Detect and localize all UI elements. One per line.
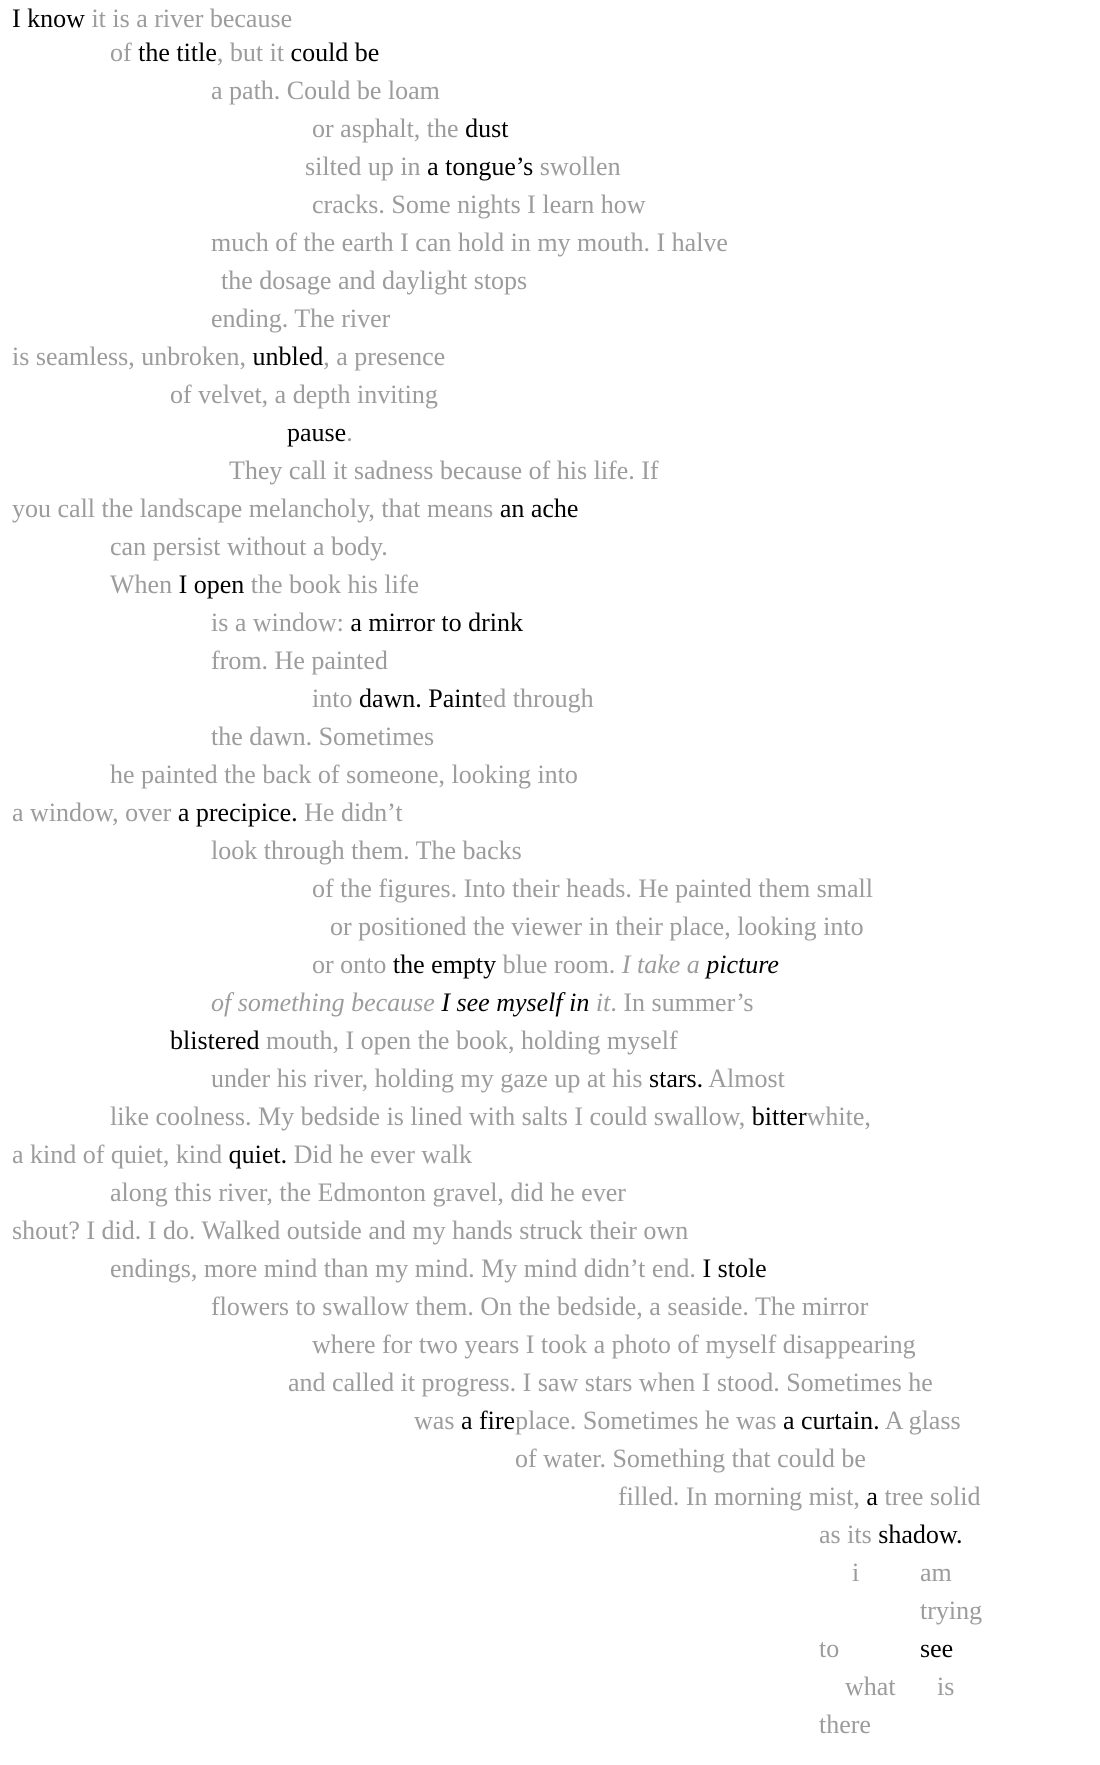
poem-line: [211, 836, 522, 866]
poem-text-segment: he painted the back of someone, looking into: [110, 760, 578, 789]
emphasized-word: an ache: [499, 494, 579, 523]
poem-line: [12, 1140, 472, 1170]
poem-text-segment: shout? I did. I do. Walked outside and my hands struck their own: [12, 1216, 689, 1245]
poem-text-segment: When: [110, 570, 179, 599]
poem-line: [12, 1216, 688, 1246]
poem-text-segment: was: [414, 1406, 461, 1435]
emphasized-word: blistered: [170, 1026, 260, 1055]
poem-line: [288, 1368, 933, 1398]
poem-text-segment: of velvet, a depth inviting: [170, 380, 438, 409]
poem-text-segment: place. Sometimes he was: [515, 1406, 783, 1435]
poem-line: [110, 760, 578, 790]
emphasized-word: bitter: [751, 1102, 807, 1131]
emphasized-word: pause: [287, 418, 347, 447]
emphasized-word: I open: [178, 570, 245, 599]
poem-line: [330, 912, 864, 942]
poem-text-segment: Did he ever walk: [287, 1140, 472, 1169]
poem-text-segment: look through them. The backs: [211, 836, 522, 865]
poem-line: [312, 1330, 916, 1360]
emphasized-word: a precipice.: [177, 798, 298, 827]
poem-line: [920, 1634, 953, 1664]
poem-text-segment: am: [920, 1558, 952, 1587]
poem-line: [312, 190, 646, 220]
poem-text-segment: to: [819, 1634, 840, 1663]
poem-line: [110, 1254, 767, 1284]
emphasized-word: the empty: [392, 950, 497, 979]
poem-text-segment: where for two years I took a photo of myself disappearing: [312, 1330, 916, 1359]
poem-line: [12, 342, 445, 372]
emphasized-word: a fire: [460, 1406, 516, 1435]
poem-line: [852, 1558, 859, 1588]
poem-line: [414, 1406, 961, 1436]
poem-text-segment: you call the landscape melancholy, that means: [12, 494, 500, 523]
poem-text-segment: endings, more mind than my mind. My mind didn’t end.: [110, 1254, 703, 1283]
poem-text-segment: a kind of quiet, kind: [12, 1140, 229, 1169]
poem-line: [515, 1444, 866, 1474]
poem-text-segment: the book his life: [244, 570, 420, 599]
poem-line: [110, 532, 388, 562]
poem-text-segment: a window, over: [12, 798, 178, 827]
poem-line: [211, 988, 754, 1018]
poem-text-segment: swollen: [533, 152, 621, 181]
poem-line: [110, 1102, 871, 1132]
poem-text-segment: Almost: [703, 1064, 785, 1093]
poem-text-segment: cracks. Some nights I learn how: [312, 190, 646, 219]
poem-line: [110, 570, 419, 600]
poem-text-segment: ending. The river: [211, 304, 391, 333]
poem-text-segment: I take a: [621, 950, 707, 979]
poem-text-segment: trying: [920, 1596, 983, 1625]
poem-line: [12, 494, 578, 524]
poem-text-segment: the dawn. Sometimes: [211, 722, 435, 751]
poem-line: [312, 950, 779, 980]
poem-line: [937, 1672, 954, 1702]
poem-text-segment: a path. Could be loam: [211, 76, 440, 105]
poem-text-segment: filled. In morning mist,: [618, 1482, 867, 1511]
emphasized-word: a tongue’s: [427, 152, 534, 181]
poem-line: [819, 1710, 871, 1740]
poem-line: [211, 1064, 785, 1094]
poem-text-segment: .: [346, 418, 353, 447]
poem-text-segment: A glass: [879, 1406, 961, 1435]
poem-line: [845, 1672, 896, 1702]
emphasized-word: a: [866, 1482, 878, 1511]
poem-line: [312, 114, 508, 144]
poem-text-segment: , but it: [216, 38, 291, 67]
poem-text-segment: of: [110, 38, 139, 67]
poem-line: [819, 1520, 962, 1550]
poem-text-segment: much of the earth I can hold in my mouth. I halve: [211, 228, 728, 257]
poem-line: [305, 152, 621, 182]
emphasized-word: dust: [465, 114, 509, 143]
poem-text-segment: or onto: [312, 950, 393, 979]
poem-text-segment: , a presence: [323, 342, 446, 371]
poem-text-segment: from. He painted: [211, 646, 388, 675]
emphasized-word: picture: [706, 950, 779, 979]
poem-text-segment: or asphalt, the: [312, 114, 466, 143]
poem-text-segment: can persist without a body.: [110, 532, 388, 561]
poem-text-segment: is: [937, 1672, 955, 1701]
poem-text-segment: blue room.: [496, 950, 622, 979]
poem-text-segment: silted up in: [305, 152, 428, 181]
poem-text-segment: flowers to swallow them. On the bedside, a seaside. The mirror: [211, 1292, 869, 1321]
poem-text-segment: is a window:: [211, 608, 351, 637]
poem-text-segment: ed through: [481, 684, 594, 713]
poem-text-segment: or positioned the viewer in their place, looking into: [330, 912, 864, 941]
poem-line: [229, 456, 659, 486]
poem-line: [211, 228, 728, 258]
poem-text-segment: like coolness. My bedside is lined with salts I could swallow,: [110, 1102, 752, 1131]
poem-line: [211, 646, 388, 676]
poem-text-segment: white,: [806, 1102, 871, 1131]
poem-line: [211, 722, 434, 752]
poem-line: [12, 4, 292, 34]
poem-line: [12, 798, 403, 828]
poem-line: [211, 1292, 868, 1322]
emphasized-word: I know: [12, 4, 85, 33]
poem-line: [920, 1596, 982, 1626]
poem-text-segment: and called it progress. I saw stars when I stood. Sometimes he: [288, 1368, 933, 1397]
poem-text-segment: what: [845, 1672, 896, 1701]
poem-line: [110, 1178, 626, 1208]
poem-text-segment: the dosage and daylight stops: [221, 266, 528, 295]
emphasized-word: stars.: [648, 1064, 704, 1093]
poem-text-segment: They call it sadness because of his life. If: [229, 456, 659, 485]
poem-text-segment: He didn’t: [297, 798, 403, 827]
emphasized-word: a curtain.: [782, 1406, 880, 1435]
emphasized-word: I see myself in: [441, 988, 596, 1017]
poem-text-segment: tree solid: [877, 1482, 981, 1511]
poem-text-segment: along this river, the Edmonton gravel, did he ever: [110, 1178, 626, 1207]
poem-line: [312, 874, 873, 904]
poem-text-segment: i: [852, 1558, 860, 1587]
poem-text-segment: into: [312, 684, 359, 713]
emphasized-word: quiet.: [228, 1140, 288, 1169]
poem-line: [287, 418, 353, 448]
poem-line: [819, 1634, 839, 1664]
poem-line: [170, 1026, 678, 1056]
poem-line: [110, 38, 379, 68]
poem-line: [170, 380, 438, 410]
emphasized-word: could be: [290, 38, 380, 67]
poem-line: [312, 684, 594, 714]
poem-line: [211, 608, 523, 638]
emphasized-word: shadow.: [878, 1520, 963, 1549]
emphasized-word: a mirror to drink: [350, 608, 523, 637]
poem-text-segment: as its: [819, 1520, 879, 1549]
poem-text-segment: . In summer’s: [610, 988, 754, 1017]
poem-text-segment: is seamless, unbroken,: [12, 342, 253, 371]
emphasized-word: the title: [138, 38, 217, 67]
poem-line: [211, 304, 390, 334]
poem-text-segment: of water. Something that could be: [515, 1444, 866, 1473]
poem-line: [211, 76, 440, 106]
poem-text-segment: of something because: [211, 988, 442, 1017]
poem-line: [221, 266, 527, 296]
poem-text-segment: it: [595, 988, 611, 1017]
poem-text-segment: it is a river because: [84, 4, 293, 33]
poem-text-segment: there: [819, 1710, 871, 1739]
poem-text-segment: under his river, holding my gaze up at his: [211, 1064, 649, 1093]
emphasized-word: unbled: [252, 342, 324, 371]
poem-text-segment: of the figures. Into their heads. He painted them small: [312, 874, 874, 903]
poem-text-segment: mouth, I open the book, holding myself: [259, 1026, 678, 1055]
emphasized-word: I stole: [702, 1254, 767, 1283]
poem-line: [618, 1482, 981, 1512]
emphasized-word: see: [920, 1634, 954, 1663]
poem-line: [920, 1558, 952, 1588]
emphasized-word: dawn. Paint: [358, 684, 482, 713]
